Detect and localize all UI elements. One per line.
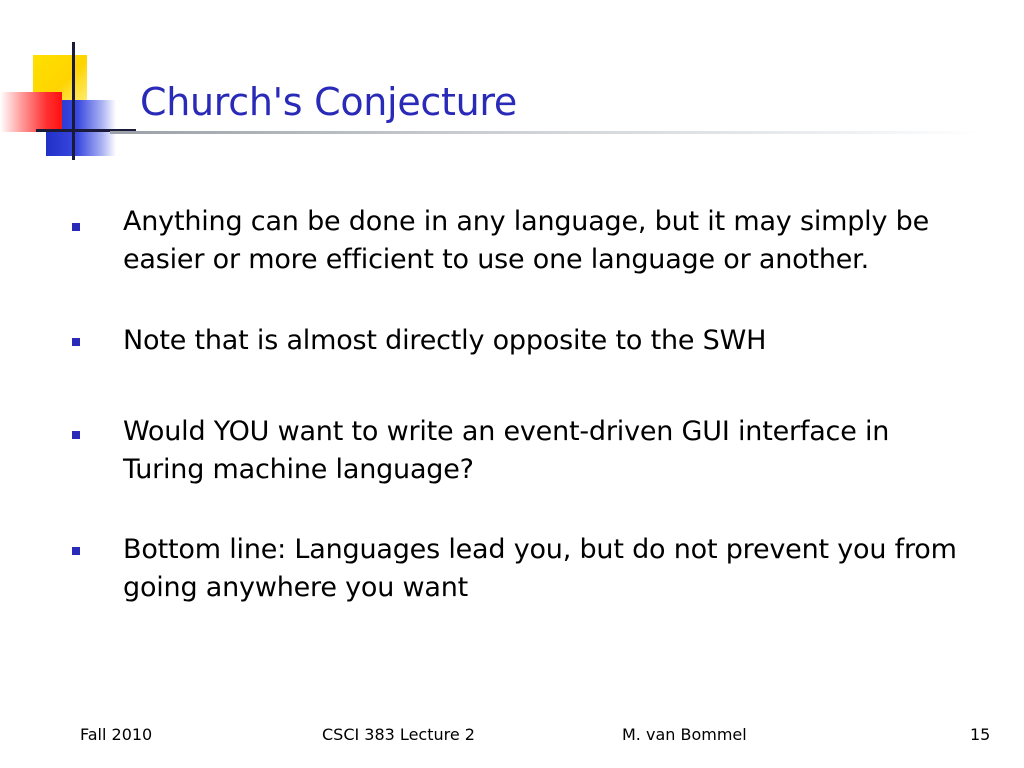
bullet-text: Anything can be done in any language, but it may simply be easier or more efficient to use one language or another. bbox=[123, 206, 929, 275]
red-square-decoration bbox=[0, 92, 62, 132]
slide-logo bbox=[0, 0, 140, 170]
footer-author: M. van Bommel bbox=[622, 725, 747, 744]
footer-date: Fall 2010 bbox=[80, 725, 153, 744]
bullet-text: Bottom line: Languages lead you, but do not prevent you from going anywhere you want bbox=[123, 534, 957, 603]
title-underline bbox=[110, 131, 980, 134]
slide-title: Church's Conjecture bbox=[140, 80, 517, 124]
bullet-square-icon bbox=[72, 223, 80, 231]
bullet-text: Would YOU want to write an event-driven GUI interface in Turing machine language? bbox=[123, 416, 890, 485]
bullet-square-icon bbox=[72, 431, 80, 439]
vertical-line-decoration bbox=[72, 42, 75, 160]
bullet-square-icon bbox=[72, 547, 80, 555]
footer-course: CSCI 383 Lecture 2 bbox=[322, 725, 475, 744]
bullet-square-icon bbox=[72, 338, 80, 346]
footer-page-number: 15 bbox=[970, 725, 991, 744]
bullet-text: Note that is almost directly opposite to the SWH bbox=[123, 325, 767, 356]
